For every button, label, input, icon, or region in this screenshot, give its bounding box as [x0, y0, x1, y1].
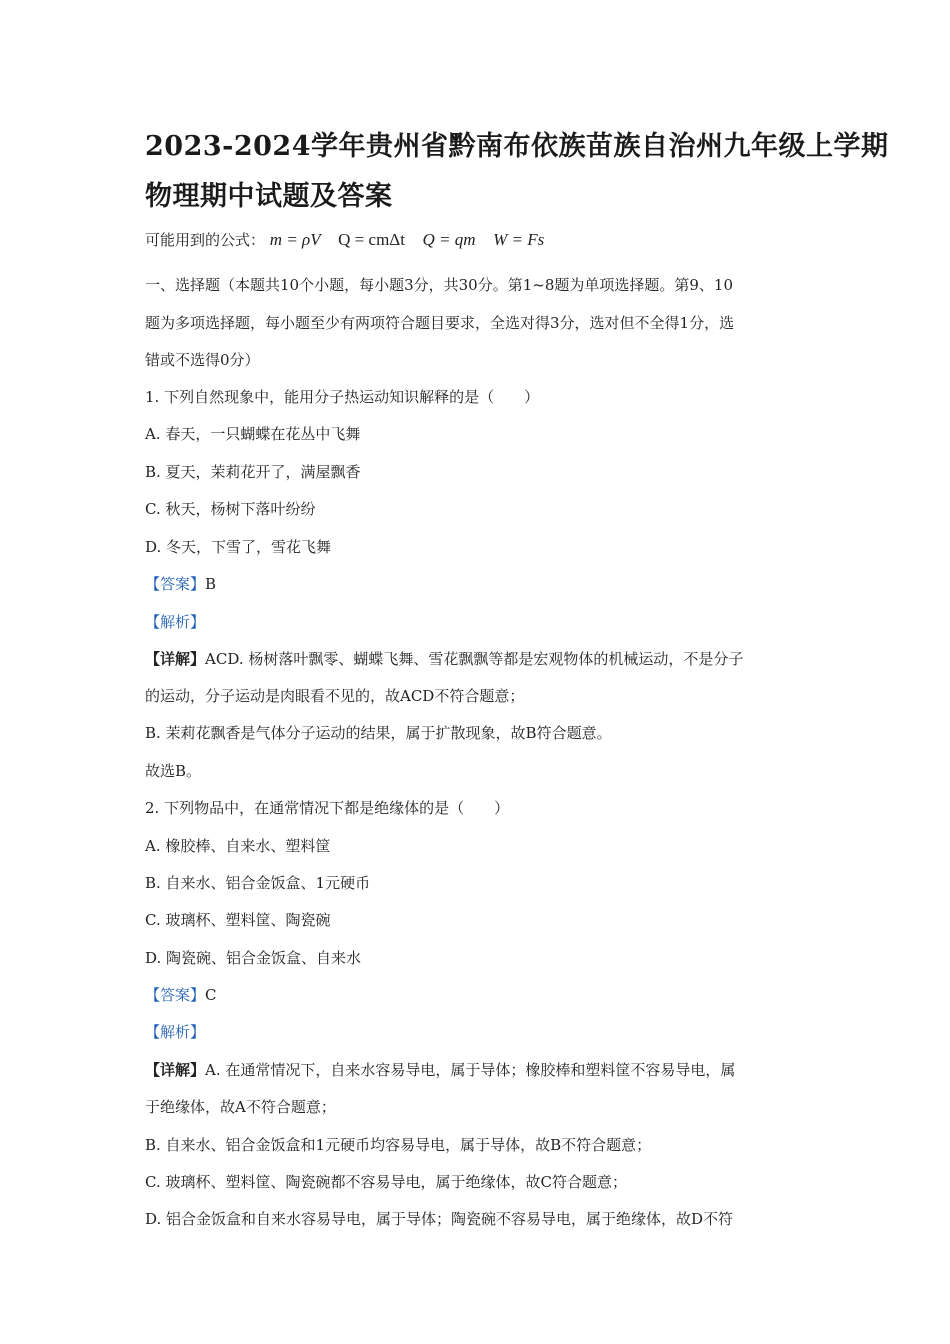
question-1-detail-line-2: 的运动，分子运动是肉眼看不见的，故ACD不符合题意； — [145, 687, 525, 705]
formula-heat: Q = cmΔt — [338, 230, 405, 249]
formula-fuel-heat: Q = qm — [422, 230, 476, 249]
detail-tag: 【详解】 — [145, 1061, 206, 1079]
question-2-detail-line-5: D. 铝合金饭盒和自来水容易导电，属于导体；陶瓷碗不容易导电，属于绝缘体，故D不符 — [145, 1210, 734, 1228]
question-1-analysis-tag: 【解析】 — [145, 613, 206, 631]
formula-line — [145, 229, 544, 250]
formula-intro: 可能用到的公式： — [145, 231, 266, 249]
question-2-answer — [145, 984, 217, 1005]
question-2-option-c: C. 玻璃杯、塑料筐、陶瓷碗 — [145, 911, 331, 929]
question-1-detail-line-1: 【详解】ACD. 杨树落叶飘零、蝴蝶飞舞、雪花飘飘等都是宏观物体的机械运动，不是分子 — [145, 650, 744, 668]
question-2-analysis-tag: 【解析】 — [145, 1023, 206, 1041]
question-1-answer — [145, 573, 216, 594]
answer-tag: 【答案】 — [145, 986, 206, 1004]
question-1-option-d: D. 冬天，下雪了，雪花飞舞 — [145, 538, 332, 556]
question-1-detail-line-4: 故选B。 — [145, 762, 202, 780]
question-2-option-a: A. 橡胶棒、自来水、塑料筐 — [145, 837, 331, 855]
document-title-line-1: 2023-2024学年贵州省黔南布依族苗族自治州九年级上学期 — [145, 131, 889, 162]
question-1-detail-line-3: B. 茉莉花飘香是气体分子运动的结果，属于扩散现象，故B符合题意。 — [145, 724, 612, 742]
section-instructions-line-3: 错或不选得0分） — [145, 351, 260, 369]
question-1-option-c: C. 秋天，杨树下落叶纷纷 — [145, 500, 316, 518]
formula-density: m = ρV — [269, 230, 321, 249]
detail-tag: 【详解】 — [145, 650, 206, 668]
section-instructions-line-2: 题为多项选择题，每小题至少有两项符合题目要求，全选对得3分，选对但不全得1分，选 — [145, 314, 735, 332]
answer-value: B — [205, 575, 217, 593]
question-1-option-a: A. 春天，一只蝴蝶在花丛中飞舞 — [145, 425, 361, 443]
section-instructions-line-1: 一、选择题（本题共10个小题，每小题3分，共30分。第1~8题为单项选择题。第9、10 — [145, 276, 734, 294]
question-2-option-b: B. 自来水、铝合金饭盒、1元硬币 — [145, 874, 371, 892]
question-2-option-d: D. 陶瓷碗、铝合金饭盒、自来水 — [145, 949, 362, 967]
question-2-detail-line-3: B. 自来水、铝合金饭盒和1元硬币均容易导电，属于导体，故B不符合题意； — [145, 1136, 652, 1154]
answer-tag: 【答案】 — [145, 575, 206, 593]
question-1-option-b: B. 夏天，茉莉花开了，满屋飘香 — [145, 463, 361, 481]
question-2-detail-line-2: 于绝缘体，故A不符合题意； — [145, 1098, 336, 1116]
question-2-detail-line-4: C. 玻璃杯、塑料筐、陶瓷碗都不容易导电，属于绝缘体，故C符合题意； — [145, 1173, 627, 1191]
formula-work: W = Fs — [493, 230, 545, 249]
question-2-stem: 2. 下列物品中，在通常情况下都是绝缘体的是（ ） — [145, 799, 510, 817]
question-2-detail-line-1: 【详解】A. 在通常情况下，自来水容易导电，属于导体；橡胶棒和塑料筐不容易导电，属 — [145, 1061, 736, 1079]
question-1-stem: 1. 下列自然现象中，能用分子热运动知识解释的是（ ） — [145, 388, 540, 406]
answer-value: C — [205, 986, 217, 1004]
document-title-line-2: 物理期中试题及答案 — [145, 181, 393, 212]
